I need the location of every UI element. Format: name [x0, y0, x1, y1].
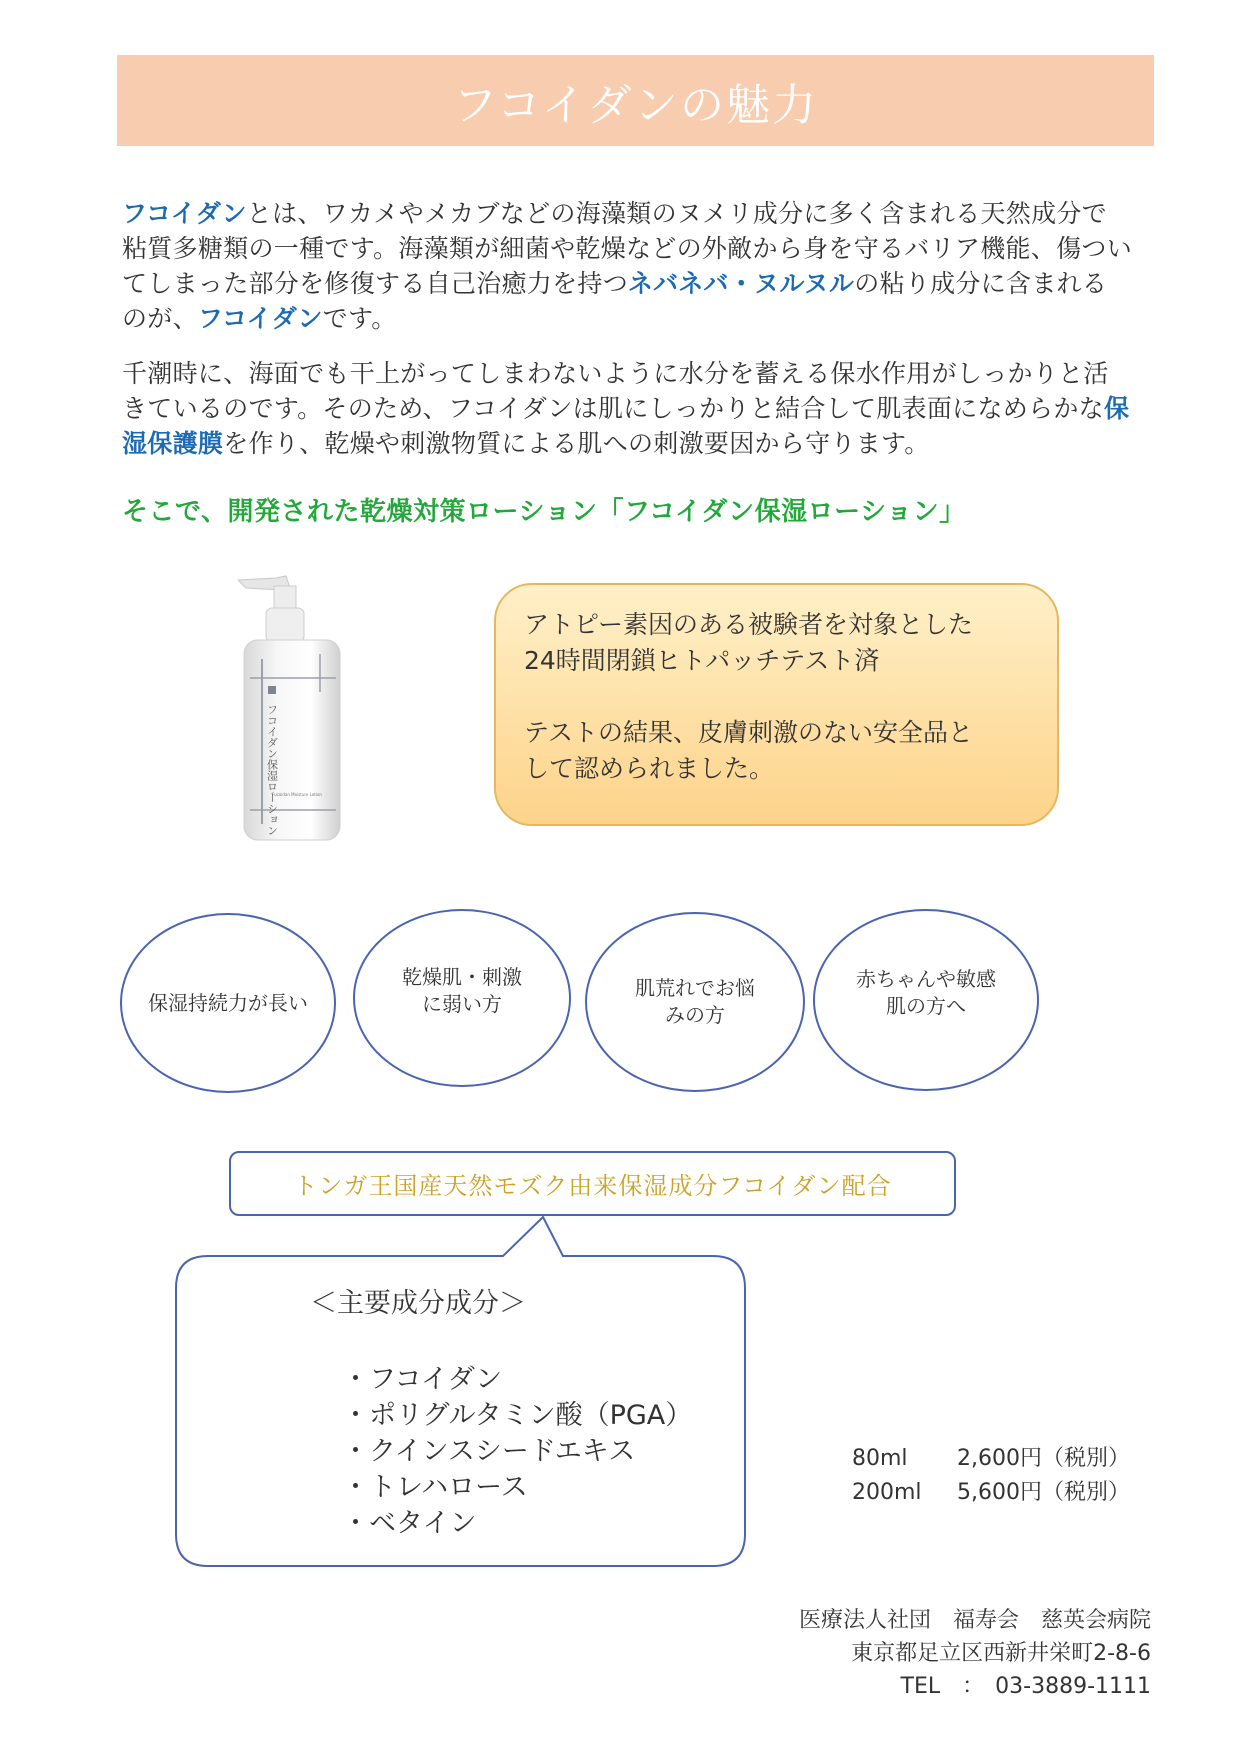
footer — [799, 1604, 1151, 1703]
ingredient-item: ・ クインスシードエキス — [342, 1434, 720, 1470]
moisture-text: 千潮時に、海面でも干上がってしまわないように水分を蓄える保水作用がしっかりと活きているのです。そのため、フコイダンは肌にしっかりと結合して肌表面になめらかな — [122, 359, 1109, 423]
title-banner — [117, 55, 1154, 146]
feature-3-line-1: 肌荒れでお悩 — [635, 976, 755, 1000]
highlight-protective-film: 保湿保護膜 — [122, 394, 1130, 458]
price-row — [852, 1476, 1130, 1510]
feature-4-line-2: 肌の方へ — [886, 994, 966, 1018]
feature-3-line-2: みの方 — [665, 1003, 725, 1027]
price-size: 200ml — [852, 1480, 922, 1505]
feature-1-line-1: 保湿持続力が長い — [148, 990, 308, 1015]
patch-test-box — [494, 583, 1059, 826]
intro-paragraph — [122, 196, 1132, 336]
ingredient-list — [300, 1362, 720, 1542]
intro-text: とは、ワカメやメカブなどの海藻類のヌメリ成分に多く含まれる天然成分で粘質多糖類の一種です。海藻類が細菌や乾燥などの外敵から身を守るバリア機能、傷ついてしまった部分を修復する自己治癒力を持つ — [122, 199, 1133, 298]
page-title: フコイダンの魅力 — [453, 79, 818, 131]
ingredient-item: ・ トレハロース — [342, 1470, 720, 1506]
ingredient-item: ・ フコイダン — [342, 1362, 720, 1398]
ingredient-item: ・ ベタイン — [342, 1506, 720, 1542]
feature-circle-sensitive-skin — [813, 909, 1039, 1091]
feature-circle-dry-skin — [353, 909, 571, 1087]
price-value: 2,600円（税別） — [957, 1446, 1130, 1471]
test-line-2: 24時間閉鎖ヒトパッチテスト済 — [524, 646, 880, 675]
highlight-fucoidan-2: フコイダン — [197, 304, 323, 333]
organization-name: 医療法人社団 福寿会 慈英会病院 — [798, 1608, 1151, 1633]
feature-circle-rough-skin — [585, 912, 805, 1092]
price-value: 5,600円（税別） — [957, 1480, 1130, 1505]
feature-2-line-2: に弱い方 — [422, 992, 502, 1016]
origin-banner: トンガ王国産天然モズク由来保湿成分フコイダン配合 — [229, 1151, 956, 1216]
price-size: 80ml — [852, 1446, 908, 1471]
highlight-nebaneba: ネバネバ・ヌルヌル — [628, 269, 855, 298]
price-row — [852, 1442, 1130, 1476]
telephone: TEL ： 03-3889-1111 — [900, 1674, 1151, 1699]
address: 東京都足立区西新井栄町2-8-6 — [851, 1641, 1151, 1666]
feature-2-line-1: 乾燥肌・刺激 — [402, 965, 522, 989]
highlight-fucoidan: フコイダン — [122, 199, 247, 228]
lotion-bottle-image — [236, 574, 352, 844]
feature-4-line-1: 赤ちゃんや敏感 — [856, 967, 996, 991]
intro-text-3: です。 — [322, 304, 397, 333]
ingredient-item: ・ ポリグルタミン酸（PGA） — [342, 1398, 720, 1434]
bottle-label-text: フコイダン保湿ローション — [265, 704, 279, 836]
bottle-brand-text: Fucoidan Moisture Lotion — [272, 792, 322, 797]
product-heading: そこで、開発された乾燥対策ローション「フコイダン保湿ローション」 — [122, 497, 966, 527]
moisture-text-2: を作り、乾燥や刺激物質による肌への刺激要因から守ります。 — [223, 429, 930, 458]
ingredients-title: ＜主要成分成分＞ — [310, 1288, 526, 1319]
price-list — [852, 1442, 1130, 1510]
test-line-4: して認められました。 — [524, 754, 775, 783]
test-line-3: テストの結果、皮膚刺激のない安全品と — [524, 718, 974, 747]
intro-text-2: の粘り成分に含まれるのが、 — [122, 269, 1108, 333]
test-line-1: アトピー素因のある被験者を対象とした — [524, 610, 974, 639]
moisture-paragraph — [122, 356, 1132, 461]
ingredients-section — [300, 1281, 720, 1542]
feature-circle-long-lasting — [120, 913, 336, 1093]
